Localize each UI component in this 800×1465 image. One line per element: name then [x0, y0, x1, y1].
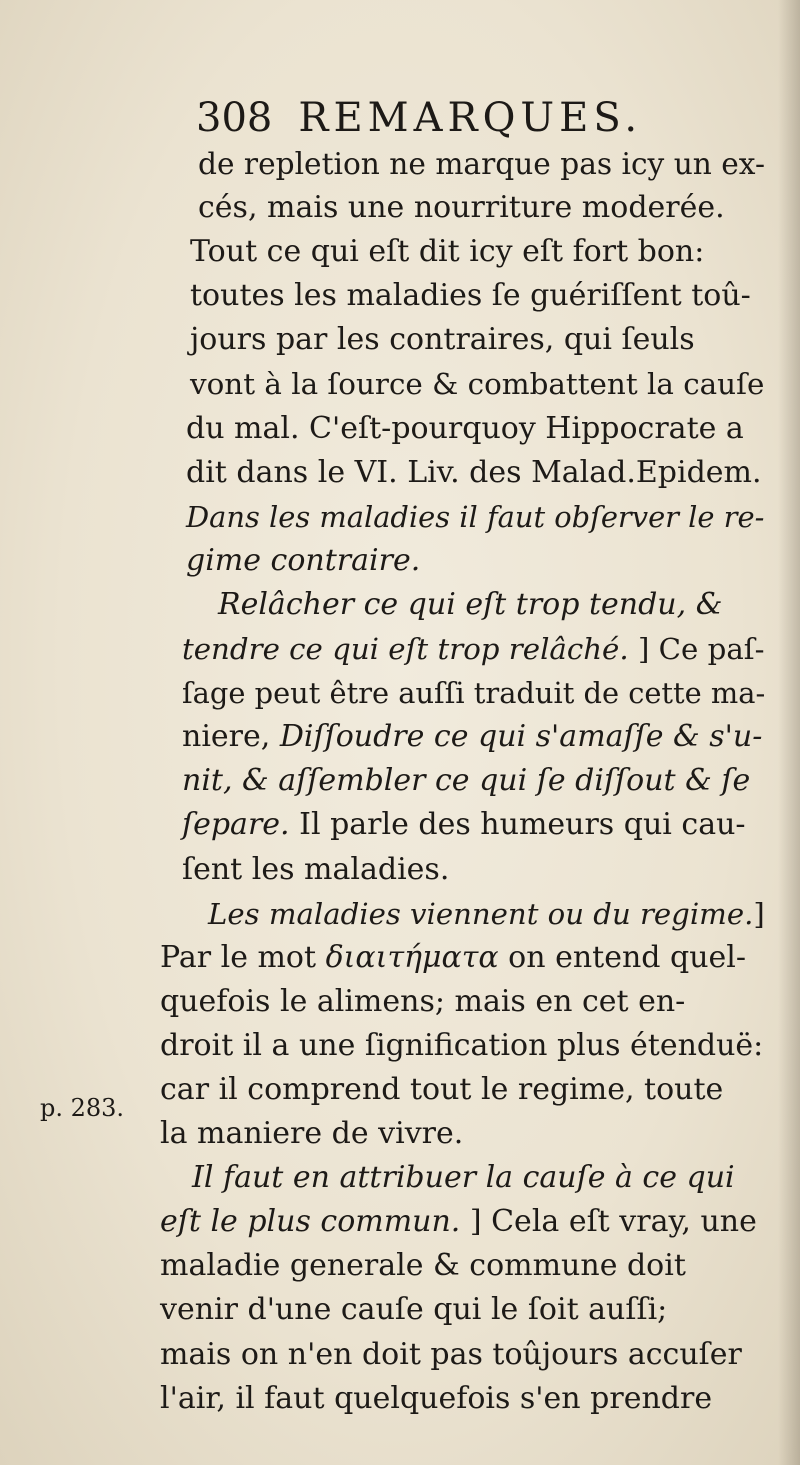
italic-segment: tendre ce qui eſt trop relâché.: [182, 632, 629, 667]
text-segment: Tout ce qui eſt dit icy eſt fort bon:: [190, 234, 705, 270]
text-segment: la maniere de vivre.: [160, 1116, 464, 1152]
text-segment: cés, mais une nourriture moderée.: [198, 190, 725, 226]
italic-segment: Diſſoudre ce qui s'amaſſe & s'u-: [279, 719, 763, 755]
text-segment: ſage peut être auſſi traduit de cette ma-: [182, 676, 766, 711]
text-line: [190, 362, 765, 406]
text-line: [186, 495, 765, 539]
text-line: [160, 1377, 765, 1421]
text-segment: ] Ce paſ-: [628, 632, 765, 667]
text-line: [186, 451, 765, 495]
text-line: [182, 715, 765, 759]
text-line: [198, 186, 765, 230]
italic-segment: διαιτήματα: [325, 939, 499, 975]
page-number: 308: [196, 95, 273, 141]
text-segment: toutes les maladies ſe guériſſent toû-: [190, 278, 751, 314]
text-line: [182, 627, 765, 671]
text-segment: Par le mot: [160, 939, 326, 975]
text-segment: vont à la ſource & combattent la cauſe: [190, 367, 765, 402]
text-line: [160, 1333, 765, 1377]
text-line: [190, 230, 765, 274]
running-title: REMARQUES.: [298, 95, 643, 141]
text-segment: l'air, il faut quelquefois s'en prendre: [160, 1380, 713, 1416]
text-line: [160, 980, 765, 1024]
text-segment: mais on n'en doit pas toûjours accuſer: [160, 1336, 742, 1372]
text-line: [160, 1244, 765, 1288]
text-segment: on entend quel-: [498, 939, 747, 975]
text-line: [190, 274, 765, 318]
text-segment: car il comprend tout le regime, toute: [160, 1071, 724, 1107]
text-line: [182, 803, 765, 847]
text-segment: ]: [753, 896, 765, 931]
text-line: [186, 407, 765, 451]
text-line: [160, 1200, 765, 1244]
text-line: [182, 759, 765, 803]
margin-reference: p. 283.: [40, 1094, 125, 1122]
italic-segment: Dans les maladies il faut obſerver le re-: [186, 499, 765, 534]
italic-segment: eſt le plus commun.: [160, 1204, 461, 1240]
italic-segment: gime contraire.: [186, 542, 421, 578]
text-line: [198, 142, 765, 186]
text-line: [182, 848, 765, 892]
italic-segment: Relâcher ce qui eſt trop tendu, &: [218, 586, 723, 622]
text-segment: ] Cela eſt vray, une: [460, 1204, 757, 1240]
italic-segment: nit, & aſſembler ce qui ſe diſſout & ſe: [182, 763, 751, 799]
text-segment: quefois le alimens; mais en cet en-: [160, 983, 686, 1019]
text-line: [160, 936, 765, 980]
text-segment: jours par les contraires, qui ſeuls: [190, 322, 695, 358]
text-segment: dit dans le VI. Liv. des Malad.Epidem.: [186, 454, 762, 490]
text-segment: ſent les maladies.: [182, 851, 450, 887]
text-line: [160, 1024, 765, 1068]
text-line: [160, 1112, 765, 1156]
text-segment: droit il a une ſignification plus étenduë:: [160, 1027, 764, 1063]
text-line: [186, 539, 765, 583]
italic-segment: ſepare.: [182, 807, 290, 843]
text-segment: venir d'une cauſe qui le ſoit auſſi;: [160, 1292, 668, 1328]
text-line: [160, 1068, 765, 1112]
text-line: [190, 318, 765, 362]
italic-segment: Les maladies viennent ou du regime.: [208, 896, 754, 931]
text-segment: de repletion ne marque pas icy un ex-: [198, 146, 765, 181]
body-text: [160, 142, 765, 1421]
italic-segment: Il faut en attribuer la cauſe à ce qui: [192, 1160, 735, 1196]
text-line: [186, 583, 765, 627]
text-line: [176, 892, 765, 936]
text-segment: maladie generale & commune doit: [160, 1248, 686, 1284]
text-segment: niere,: [182, 719, 280, 755]
text-line: [182, 671, 765, 715]
text-segment: Il parle des humeurs qui cau-: [289, 807, 746, 843]
running-head: [196, 92, 756, 144]
page-edge-shadow: [778, 0, 800, 1465]
text-segment: du mal. C'eſt-pourquoy Hippocrate a: [186, 410, 744, 446]
text-line: [160, 1288, 765, 1332]
text-line: [160, 1156, 765, 1200]
